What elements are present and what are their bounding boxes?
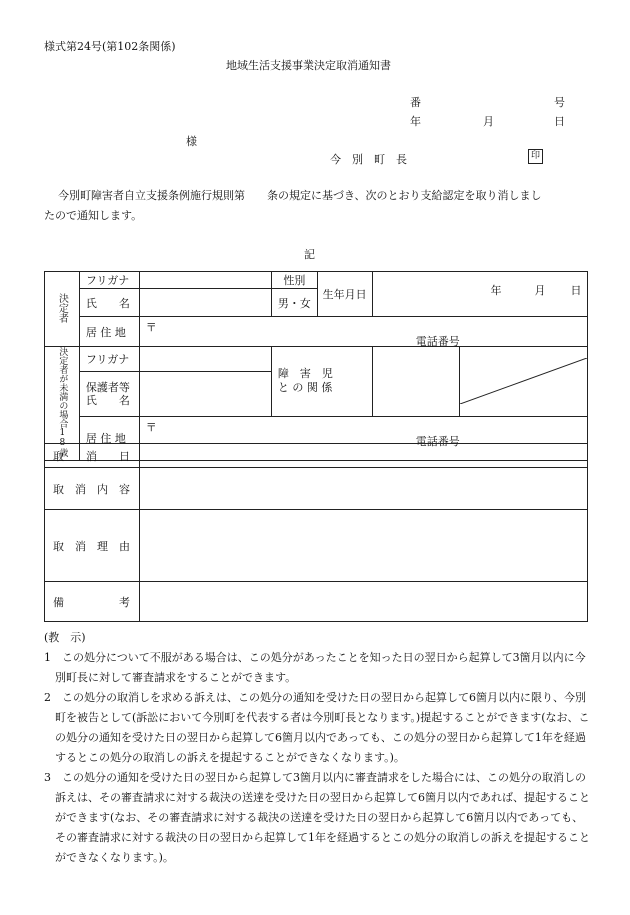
addressee-sama: 様: [186, 135, 197, 148]
birth-label: 生年月日: [317, 272, 372, 317]
furigana2-value[interactable]: [139, 347, 271, 372]
instructions: [44, 628, 592, 868]
birth-hi: 日: [570, 284, 582, 297]
minor-label: 決定者が未満の場合18歳: [57, 347, 68, 457]
ki-heading: 記: [304, 248, 315, 261]
note-2: 2 この処分の取消しを求める訴えは、この処分の通知を受けた日の翌日から起算して6箇月以内に限り、今別町を被告として(訴訟において今別町を代表する者は今別町長となります。)提起することができます(なお、この処分の通知を受けた日の翌日から起算して6箇月以内であっても、この処分の翌日から起算して1年を経過するとこの処分の取消しの訴えを提起することができなくなります。)。: [44, 691, 590, 764]
phone-label: 電話番号: [415, 335, 460, 348]
postal-mark: 〒: [145, 321, 157, 334]
document-title: 地域生活支援事業決定取消通知書: [226, 59, 391, 72]
sex-options[interactable]: 男・女: [271, 289, 317, 317]
seal-mark: 印: [528, 149, 543, 164]
diagonal-cell: [459, 347, 587, 417]
date-hi: 日: [554, 115, 565, 128]
decision-person-cell: [45, 272, 80, 347]
name-label: 氏 名: [79, 289, 139, 317]
birth-value[interactable]: [372, 272, 587, 317]
relation-line-2: と の 関 係: [277, 381, 333, 395]
cancel-reason-label: 取 消 理 由: [45, 510, 140, 582]
body-line-2: たので通知します。: [44, 209, 143, 222]
instructions-heading: (教 示): [44, 631, 86, 644]
note-3: 3 この処分の通知を受けた日の翌日から起算して3箇月以内に審査請求をした場合には、この処分の取消しの訴えは、その審査請求に対する裁決の送達を受けた日の翌日から起算して6箇月以内であれば、提起することができます(なお、その審査請求に対する裁決の送達を受けた日の翌日から起算して6箇月以内であっても、その審査請求に対する裁決の日の翌日から起算して1年を経過するとこの処分の取消しの訴えを提起することができなくなります。)。: [44, 771, 590, 864]
furigana-label: フリガナ: [79, 272, 139, 289]
furigana2-label: フリガナ: [79, 347, 139, 372]
name2-line: 氏 名: [85, 393, 130, 407]
cancel-reason-value[interactable]: [139, 510, 587, 582]
phone2-label: 電話番号: [415, 434, 460, 448]
guardian-line: 保護者等: [85, 380, 130, 394]
furigana-value[interactable]: [139, 272, 271, 289]
postal2-mark: 〒: [145, 420, 157, 434]
birth-nen: 年: [490, 284, 502, 297]
guardian-value[interactable]: [139, 372, 271, 416]
diagonal-line: [460, 358, 587, 404]
cancel-content-label: 取 消 内 容: [45, 468, 140, 510]
body-line-1: 今別町障害者自立支援条例施行規則第 条の規定に基づき、次のとおり支給認定を取り消しまし: [58, 189, 542, 202]
date-nen: 年: [410, 115, 421, 128]
date-tsuki: 月: [483, 115, 494, 128]
cancel-date-label: 取 消 日: [45, 444, 140, 468]
cancel-content-value[interactable]: [139, 468, 587, 510]
form-number: 様式第24号(第102条関係): [44, 40, 176, 53]
note-1: 1 この処分について不服がある場合は、この処分があったことを知った日の翌日から起算して3箇月以内に今別町長に対して審査請求をすることができます。: [44, 651, 586, 684]
remarks-label: 備 考: [45, 582, 140, 622]
relation-line-1: 障 害 児: [277, 367, 333, 381]
address2-label: 居 住 地: [79, 416, 139, 460]
decision-person-label: 決定者: [56, 292, 68, 323]
address-value[interactable]: [139, 317, 587, 347]
cancellation-table: [44, 443, 588, 622]
birth-tsuki: 月: [534, 284, 546, 297]
issuer-name: 今 別 町 長: [330, 153, 407, 166]
sex-label: 性別: [271, 272, 317, 289]
guardian-label: [79, 372, 139, 416]
address-label: 居 住 地: [79, 317, 139, 347]
number-ban: 番: [410, 96, 421, 109]
number-go: 号: [554, 96, 565, 109]
applicant-table: [44, 271, 588, 461]
remarks-value[interactable]: [139, 582, 587, 622]
cancel-date-value[interactable]: [139, 444, 587, 468]
relation-value[interactable]: [372, 347, 459, 417]
name-value[interactable]: [139, 289, 271, 317]
relation-label: [271, 347, 372, 417]
